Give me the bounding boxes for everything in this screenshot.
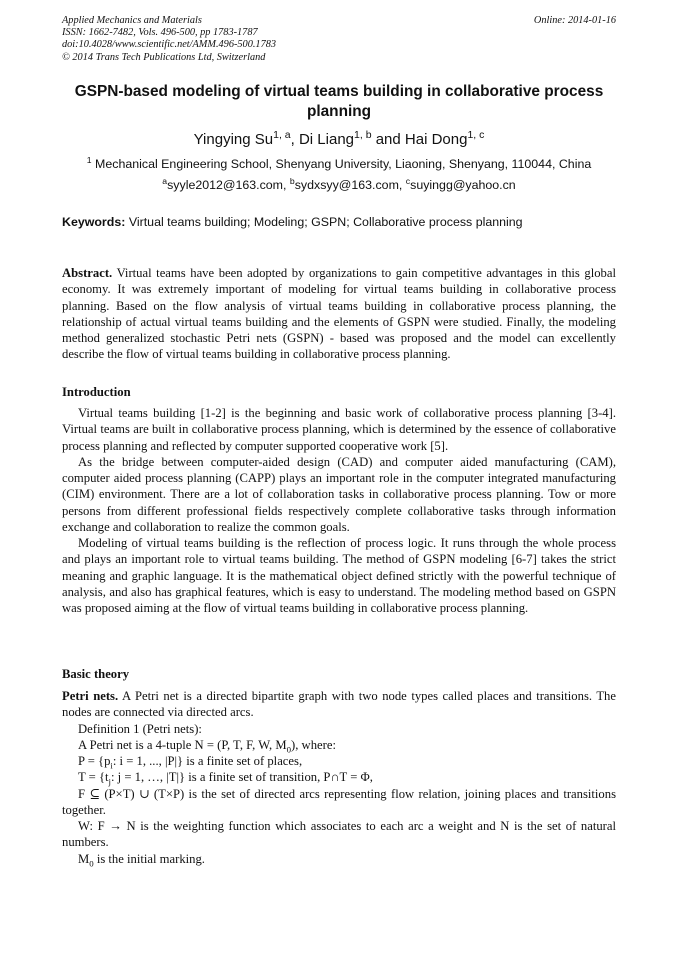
weight-line: W: F → N is the weighting function which associates to each arc a weight and N is the set of natural numbers. [62, 819, 616, 850]
definition-line: A Petri net is a 4-tuple N = (P, T, F, W, $M_0$), where: [78, 737, 336, 755]
transitions-line: $T = \{t_j$: j = 1, …, |T|} is a finite set of transition, P∩T = Φ, [78, 770, 373, 787]
author-affil-mark: 1, c [467, 129, 485, 141]
author-name: Yingying Su [193, 131, 274, 148]
author-affil-mark: 1, a [273, 129, 291, 141]
author-separator: and [371, 131, 405, 148]
affiliation [62, 154, 616, 172]
paper-title: GSPN-based modeling of virtual teams building in collaborative process planning [74, 83, 604, 120]
marking-line: $M_0$ is the initial marking. [78, 851, 205, 869]
arcs-line: F ⊆ (P×T) ∪ (T×P) is the set of directed arcs representing flow relation, joining places and transitions together. [62, 786, 616, 817]
keywords-label: Keywords: [62, 215, 126, 229]
email-mark: b [289, 175, 295, 186]
journal-name: Applied Mechanics and Materials [62, 15, 202, 26]
introduction-body [62, 405, 616, 616]
email-mark: a [162, 175, 168, 186]
journal-doi: doi:10.4028/www.scientific.net/AMM.496-500.1783 [62, 39, 277, 51]
email-mark: c [405, 175, 411, 186]
keywords-text: Virtual teams building; Modeling; GSPN; Collaborative process planning [128, 215, 523, 229]
paragraph [62, 688, 616, 721]
email-address[interactable]: sydxsyy@163.com [294, 178, 399, 192]
section-heading-introduction: Introduction [62, 385, 131, 399]
email-address[interactable]: syyle2012@163.com [167, 178, 284, 192]
email-separator: , [283, 178, 290, 192]
paragraph: Virtual teams building [1-2] is the beginning and basic work of collaborative process planning [3-4]. Virtual teams are built in collaborative process planning, which is determined by the essence of collaborative process planning and reflected by computer supported cooperative work [5]. [62, 406, 616, 453]
basic-theory-body [62, 688, 616, 867]
author-list [62, 131, 616, 149]
journal-copyright: © 2014 Trans Tech Publications Ltd, Switzerland [62, 51, 266, 63]
online-date: Online: 2014-01-16 [533, 15, 616, 26]
abstract-text: Virtual teams have been adopted by organizations to gain competitive advantages in this global economy. It was extremely important of modeling for virtual teams building in collaborative process planning. Based on the flow analysis of virtual teams building in collaborative process planning, the relationship of actual virtual teams building and the elements of GSPN were studied. Finally, the modeling method generalized stochastic Petri nets (GSPN) - based was proposed and the model can excellently describe the flow of virtual teams building in collaborative process planning. [62, 266, 616, 362]
email-address[interactable]: suyingg@yahoo.cn [410, 178, 516, 192]
author-name: Hai Dong [404, 131, 468, 148]
journal-issn: ISSN: 1662-7482, Vols. 496-500, pp 1783-1787 [62, 27, 258, 39]
petri-text: A Petri net is a directed bipartite graph with two node types called places and transitions. The nodes are connected via directed arcs. [62, 689, 616, 720]
email-separator: , [398, 178, 406, 192]
definition-title: Definition 1 (Petri nets): [78, 721, 202, 736]
abstract [62, 265, 616, 363]
paragraph: As the bridge between computer-aided design (CAD) and computer aided manufacturing (CAM), computer aided process planning (CAPP) plays an important role in the computer integrated manufacturing (CIM) environment. There are a lot of collaboration tasks in collaborative process planning. Tow or more persons from different professional fields respectively complete collaborative tasks through information exchange and collaboration to realize the common goals. [62, 454, 616, 534]
journal-header [62, 15, 276, 64]
abstract-label: Abstract. [62, 266, 113, 280]
paragraph: Modeling of virtual teams building is the reflection of process logic. It runs through the whole process and plays an important role to virtual teams building. The method of GSPN modeling [6-7] takes the strict meaning and graphic language. It is the mathematical object defined strictly with the powerful technique of analysis, and also has graphical features, which is easy to understand. The modeling method based on GSPN was proposed aiming at the flow of virtual teams building in collaborative process planning. [62, 536, 616, 615]
affiliation-mark: 1 [86, 154, 92, 165]
author-affil-mark: 1, b [354, 129, 372, 141]
places-line: $P = \{p_i$: i = 1, ..., |P|} is a finite set of places, [78, 754, 303, 771]
section-heading-basic-theory: Basic theory [62, 667, 130, 681]
affiliation-text: Mechanical Engineering School, Shenyang University, Liaoning, Shenyang, 110044, China [95, 157, 592, 171]
author-separator: , [290, 131, 299, 148]
author-name: Di Liang [298, 131, 355, 148]
keywords [62, 215, 616, 230]
email-list [62, 175, 616, 193]
petri-label: Petri nets. [62, 689, 119, 703]
